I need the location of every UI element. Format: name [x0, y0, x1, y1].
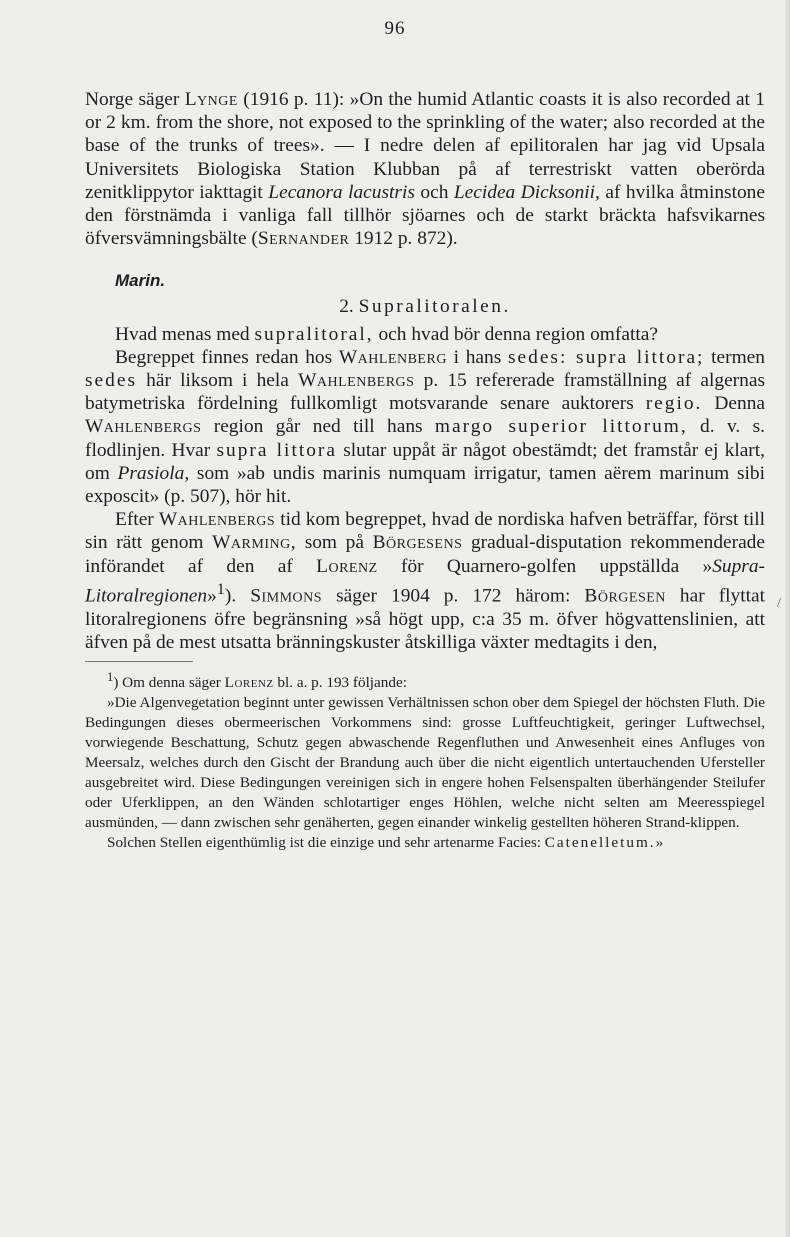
paragraph-1: Norge säger Lynge (1916 p. 11): »On the humid Atlantic coasts it is also recorded at 1 or 2 km. from the shore, not exposed to the sprinkling of the water; also recorded at the base of the trunks of trees». — I nedre delen af epilitoralen har jag vid Upsala Universitets Biologiska Station Klubban på af terrestriskt vatten oberörda zenitklippytor iakttagit Lecanora lacustris och Lecidea Dicksonii, af hvilka åtminstone den förstnämda i vanliga fall tillhör sjöarnes och de starkt bräckta hafsvikarnes öfversvämningsbälte (Sernander 1912 p. 872). [85, 89, 765, 250]
genus-prasiola: Prasiola, [117, 462, 190, 484]
author-lorenz: Lorenz [316, 555, 378, 577]
footnote-reference: 1 [216, 580, 225, 598]
footnote-intro: $^1$) Om denna säger Lorenz bl. a. p. 193 följande: [107, 669, 407, 691]
page-number: 96 [384, 18, 406, 39]
species-lecanora: Lecanora lacustris [268, 181, 415, 203]
footnote-quote: »Die Algenvegetation beginnt unter gewissen Verhältnissen schon ober dem Spiegel der höchsten Fluth. Die Bedingungen dieses obermeerischen Vorkommens sind: grosse Luftfeuchtigkeit, geringer Luftwechsel, vorwiegende Beschattung, Schutz gegen abwaschende Regenfluthen und Anwesenheit eines Anfluges von Meersalz, welches durch den Gischt der Brandung auch über die nicht eigentlich untertauchenden Ufersteller ausgebreitet wird. Diese Bedingungen vereinigen sich in engere hohen Felsenspalten überhängender Steilufer oder Uferklippen, an den Wänden schlotartiger enges Höhlen, welche nicht selten am Meeresspiegel ausmünden, — dann zwischen sehr genäherten, gegen einander winkelig gestellten höheren Strand-klippen. [85, 694, 765, 831]
author-borgesen: Börgesens [372, 532, 463, 554]
footnote-rule [85, 661, 193, 662]
margin-mark: / [777, 596, 781, 611]
footnote [85, 667, 765, 853]
author-sernander: Sernander [257, 228, 350, 250]
paragraph-4: Efter Wahlenbergs tid kom begreppet, hvad de nordiska hafven beträffar, först till sin rätt genom Warming, som på Börgesens gradual-disputation rekommenderade införandet af den af Lorenz för Quarnero-golfen uppställda »Supra-Litoralregionen»$^1$). Simmons säger 1904 p. 172 härom: Börgesen har flyttat litoralregionens öfre begränsning »så högt upp, c:a 35 m. öfver högvattenslinien, att äfven på de mest utsatta bränningskuster åtskilliga växter medtagits i den, [85, 509, 766, 653]
footnote-mark: 1 [107, 669, 114, 684]
paragraph-3: Begreppet finnes redan hos Wahlenberg i hans sedes: supra littora; termen sedes här liksom i hela Wahlenbergs p. 15 refererade framställning af algernas batymetriska fördelning fullkomligt motsvarande senare auktorers regio. Denna Wahlenbergs region går ned till hans margo superior littorum, d. v. s. flodlinjen. Hvar supra littora slutar uppåt är något obestämdt; det framstår ej klart, om Prasiola, som »ab undis marinis numquam irrigatur, tamen aërem marinum sibi exposcit» (p. 507), hör hit. [85, 346, 766, 508]
author-lynge: Lynge [184, 89, 238, 110]
paragraph-2: Hvad menas med supralitoral, och hvad bör denna region omfatta? [115, 323, 658, 345]
page-edge [785, 0, 790, 1237]
term-supralitoral: supralitoral, [254, 323, 374, 345]
species-lecidea: Lecidea Dicksonii, [453, 181, 600, 203]
author-simmons: Simmons [250, 585, 323, 607]
footnote-last: Solchen Stellen eigenthümlig ist die einzige und sehr artenarme Facies: Catenelletum.» [107, 834, 664, 851]
term-supra-litoralregionen: Supra-Litoralregionen [85, 555, 765, 607]
handwritten-note-marin: Marin. [115, 271, 166, 291]
author-warming: Warming, [212, 532, 297, 554]
section-title: Supralitoralen. [358, 296, 511, 318]
main-text [85, 88, 765, 853]
author-wahlenberg: Wahlenberg [338, 346, 447, 368]
section-number: 2. [339, 296, 359, 318]
section-heading [85, 295, 765, 318]
